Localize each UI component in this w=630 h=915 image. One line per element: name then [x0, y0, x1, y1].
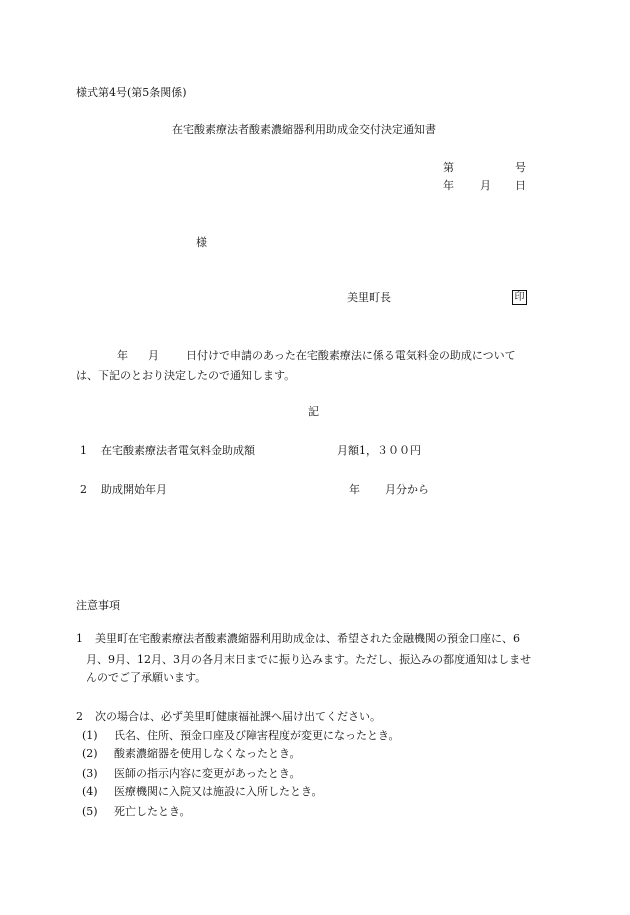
- date-day-label: 日: [515, 179, 526, 192]
- document-number-suffix: 号: [515, 161, 526, 174]
- date-month-label: 月: [480, 179, 491, 192]
- form-reference: 様式第4号(第5条関係): [76, 86, 187, 99]
- item-2-label: 助成開始年月: [101, 483, 167, 496]
- date-year-label: 年: [443, 179, 454, 192]
- note-2-sub-2-text: 酸素濃縮器を使用しなくなったとき。: [114, 747, 301, 760]
- note-2-sub-3-text: 医師の指示内容に変更があったとき。: [114, 767, 301, 780]
- note-1-number: 1: [76, 632, 83, 645]
- note-2-sub-3-number: (3): [82, 767, 98, 780]
- note-2-sub-1-text: 氏名、住所、預金口座及び障害程度が変更になったとき。: [114, 729, 400, 742]
- note-2-sub-1-number: (1): [82, 729, 98, 742]
- note-2-sub-4-number: (4): [82, 785, 98, 798]
- document-title: 在宅酸素療法者酸素濃縮器利用助成金交付決定通知書: [172, 123, 436, 136]
- item-2-year-label: 年: [349, 483, 360, 496]
- item-1-value: 月額1，３００円: [337, 444, 421, 457]
- document-number-label: 第: [443, 161, 454, 174]
- note-1-line1: 美里町在宅酸素療法者酸素濃縮器利用助成金は、希望された金融機関の預金口座に、6: [95, 632, 520, 645]
- note-2-sub-4-text: 医療機関に入院又は施設に入所したとき。: [114, 785, 323, 798]
- note-1-line3: んのでご了承願います。: [86, 671, 207, 684]
- intro-month-label: 月: [148, 349, 159, 362]
- intro-year-label: 年: [117, 349, 128, 362]
- notes-heading: 注意事項: [76, 599, 120, 612]
- item-1-number: 1: [80, 444, 87, 457]
- note-2-intro: 次の場合は、必ず美里町健康福祉課へ届け出てください。: [95, 710, 381, 723]
- item-2-value: 月分から: [385, 483, 429, 496]
- addressee-suffix: 様: [196, 236, 207, 249]
- ki-heading: 記: [308, 405, 319, 418]
- note-2-sub-5-number: (5): [82, 805, 98, 818]
- item-1-label: 在宅酸素療法者電気料金助成額: [101, 444, 255, 457]
- note-1-line2: 月、9月、12月、3月の各月末日までに振り込みます。ただし、振込みの都度通知はしませ: [86, 653, 532, 666]
- seal-mark: 印: [512, 290, 527, 305]
- note-2-sub-2-number: (2): [82, 747, 98, 760]
- intro-text-line2: は、下記のとおり決定したので通知します。: [76, 369, 296, 382]
- intro-text-line1: 日付けで申請のあった在宅酸素療法に係る電気料金の助成について: [186, 349, 516, 362]
- item-2-number: 2: [80, 483, 87, 496]
- note-2-sub-5-text: 死亡したとき。: [114, 805, 191, 818]
- issuer-name: 美里町長: [347, 291, 391, 304]
- note-2-number: 2: [76, 710, 83, 723]
